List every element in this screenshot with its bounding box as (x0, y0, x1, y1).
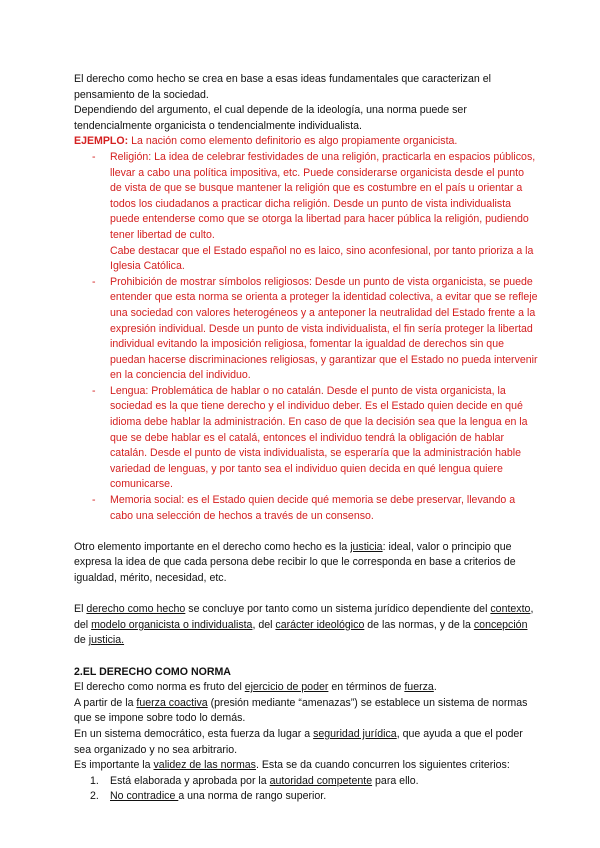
section-2-paragraph-3: En un sistema democrático, esta fuerza da lugar a seguridad jurídica, que ayuda a que el poder sea organizado y no sea arbitrario. (74, 727, 523, 756)
term-modelo: modelo organicista o individualista (91, 618, 253, 631)
example-label: EJEMPLO: (74, 135, 129, 148)
section-2-paragraph-1: El derecho como norma es fruto del ejercicio de poder en términos de fuerza. (74, 681, 437, 694)
intro-line-1: El derecho como hecho se crea en base a esas ideas fundamentales que caracterizan el pensamiento de la sociedad. (74, 73, 491, 101)
term-caracter-ideologico: carácter ideológico (275, 618, 365, 631)
term-derecho-como-hecho: derecho como hecho (86, 603, 186, 616)
example-text: La nación como elemento definitorio es algo propiamente organicista. (128, 135, 458, 148)
example-heading (74, 134, 538, 150)
example-list (74, 150, 538, 524)
criteria-list (74, 774, 538, 805)
term-justicia: justicia (350, 540, 383, 553)
conclusion-paragraph: El derecho como hecho se concluye por tanto como un sistema jurídico dependiente del contexto, del modelo organicista o individualista, del carácter ideológico de las normas, y de la concepción de justicia. (74, 603, 534, 647)
example-item-symbols (92, 275, 538, 384)
term-fuerza: fuerza (404, 681, 434, 694)
term-contexto: contexto (490, 603, 531, 616)
term-justicia-2: justicia. (88, 634, 125, 647)
example-item-text: Lengua: Problemática de hablar o no catalán. Desde el punto de vista organicista, la sociedad es la que tiene derecho y el individuo deber. Es el Estado quien decide en qué idioma debe hablar la administración. En caso de que la decisión sea que la lengua en la que se debe hablar es el catalá, entonces el individuo tendrá la obligación de hablar catalán. Desde el punto de vista individualista, se esperaría que la administración hable variedad de lenguas, y por tanto sea el individuo quien decida en qué lengua quiere comunicarse. (110, 384, 528, 491)
term-validez-normas: validez de las normas (153, 759, 256, 772)
term-no-contradice: No contradice (110, 790, 179, 803)
example-item-text: Memoria social: es el Estado quien decide qué memoria se debe preservar, llevando a cabo una selección de hechos a través de un consenso. (110, 494, 516, 522)
term-concepcion: concepción (473, 618, 528, 631)
criteria-item: 2. No contradice a una norma de rango superior. (90, 790, 327, 803)
example-item-language (92, 384, 538, 493)
intro-line-2: Dependiendo del argumento, el cual depende de la ideología, una norma puede ser tendencialmente organicista o tendencialmente individualista. (74, 104, 467, 132)
criteria-item: 1. Está elaborada y aprobada por la autoridad competente para ello. (90, 774, 419, 787)
example-item-memory (92, 493, 538, 524)
justicia-paragraph: Otro elemento importante en el derecho como hecho es la justicia: ideal, valor o principio que expresa la idea de que cada persona debe recibir lo que le corresponda en base a criterios de igualdad, mérito, necesidad, etc. (74, 540, 516, 584)
section-2-paragraph-4: Es importante la validez de las normas. Esta se da cuando concurren los siguientes criterios: (74, 759, 510, 772)
term-autoridad-competente: autoridad competente (269, 774, 373, 787)
section-2-title: 2.EL DERECHO COMO NORMA (74, 665, 231, 678)
term-fuerza-coactiva: fuerza coactiva (136, 696, 208, 709)
example-item-religion (92, 150, 538, 275)
example-item-text: Religión: La idea de celebrar festividades de una religión, practicarla en espacios públicos, llevar a cabo una política impositiva, etc. Puede considerarse organicista desde el punto de vista de que se busque mantener la religión que es costumbre en el país u orientar a todos los ciudadanos a practicar dicha religión. Desde un punto de vista individualista puede entenderse como que se otorga la libertad para hacer pública la religión, pudiendo tener libertad de culto. (110, 150, 536, 241)
example-item-extra: Cabe destacar que el Estado español no es laico, sino aconfesional, por tanto prioriza a la Iglesia Católica. (110, 244, 534, 273)
section-2-paragraph-2: A partir de la fuerza coactiva (presión mediante “amenazas”) se establece un sistema de normas que se impone sobre todo lo demás. (74, 696, 528, 725)
example-item-text: Prohibición de mostrar símbolos religiosos: Desde un punto de vista organicista, se puede entender que esta norma se orienta a proteger la identidad colectiva, a evitar que se refleje una sociedad con valores heterogéneos y a anteponer la neutralidad del Estado frente a la expresión individual. Desde un punto de vista individualista, el fin sería proteger la libertad individual evitando la imposición religiosa, fomentar la igualdad de derechos sin que puedan hacerse discriminaciones religiosas, y garantizar que el Estado no pueda intervenir en la conciencia del individuo. (110, 275, 538, 382)
term-seguridad-juridica: seguridad jurídica (313, 727, 397, 740)
term-ejercicio-de-poder: ejercicio de poder (244, 681, 329, 694)
